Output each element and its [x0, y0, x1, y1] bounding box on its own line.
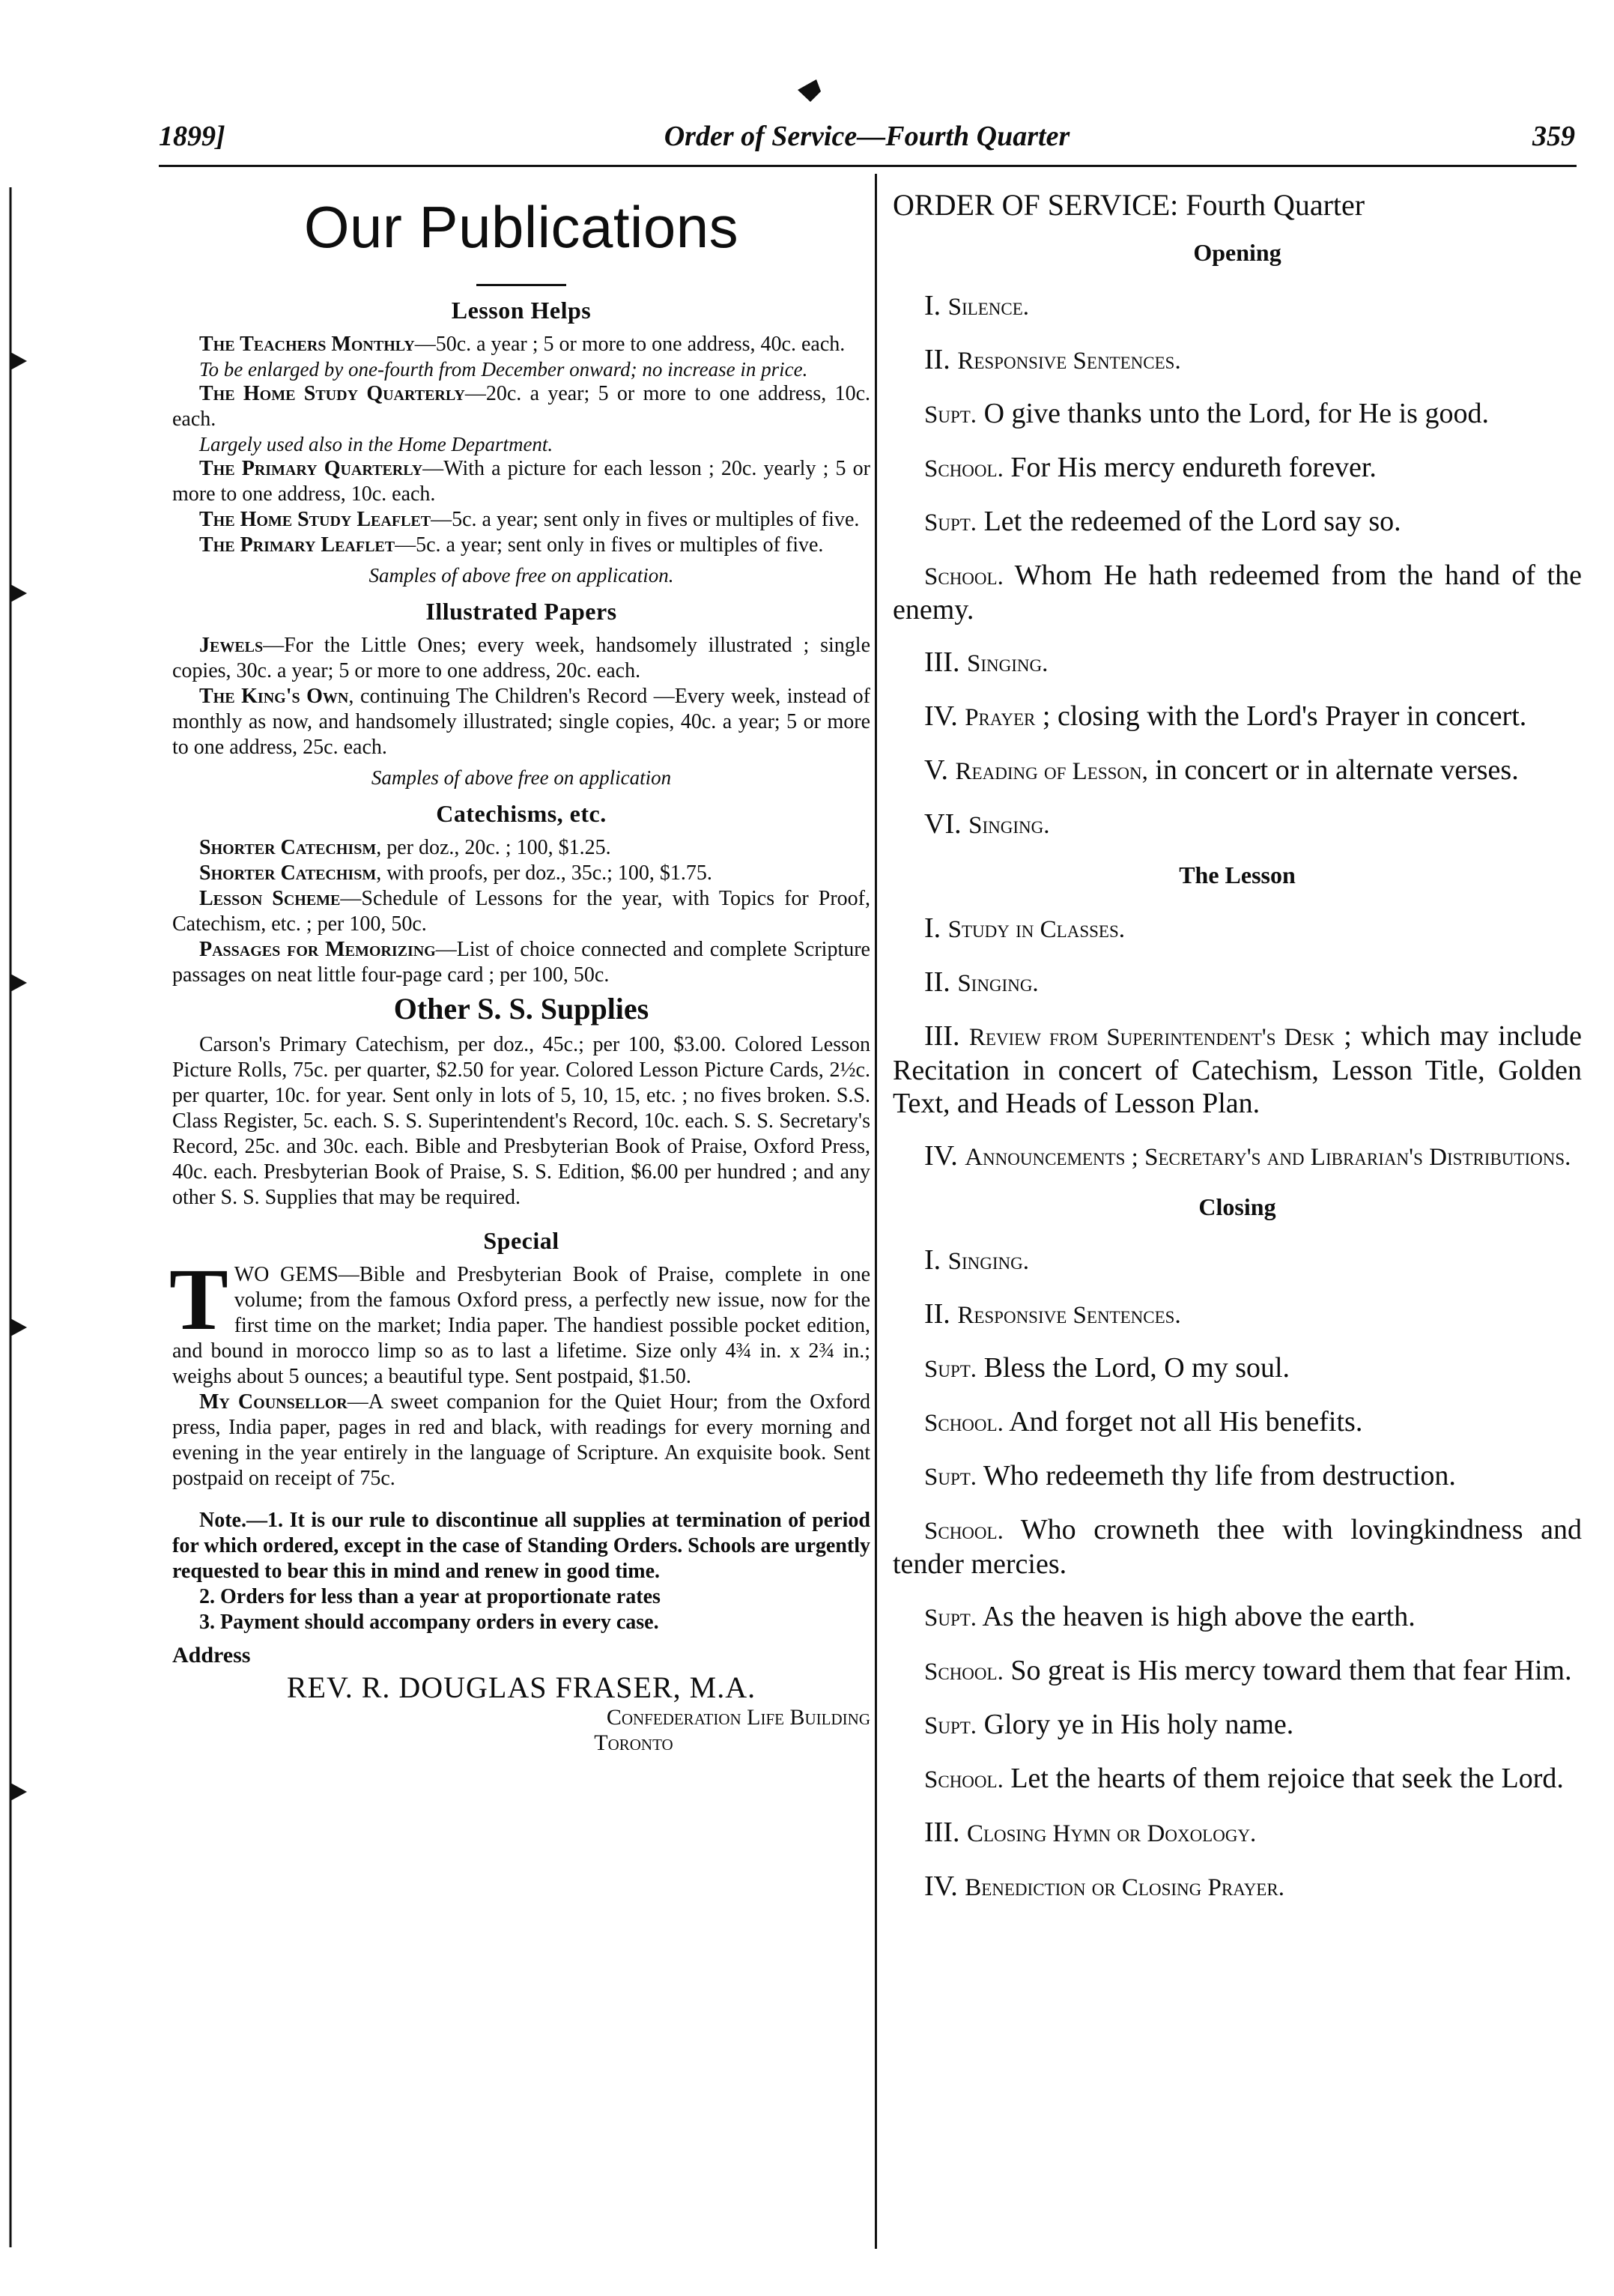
responsive-line: School. For His mercy endureth forever.	[924, 452, 1377, 483]
lesson-item: II. Singing.	[924, 966, 1039, 998]
opening-heading: Opening	[1193, 239, 1281, 266]
drop-cap: T	[169, 1250, 228, 1348]
opening-item: V. Reading of Lesson, in concert or in alternate verses.	[924, 754, 1519, 786]
responsive-line: Supt. Let the redeemed of the Lord say so.	[924, 506, 1401, 537]
note-2: 2. Orders for less than a year at proportionate rates	[199, 1585, 661, 1608]
opening-item: IV. Prayer ; closing with the Lord's Prayer in concert.	[924, 700, 1527, 732]
responsive-line: Supt. Glory ye in His holy name.	[924, 1709, 1294, 1740]
my-counsellor-text: My Counsellor—A sweet companion for the Quiet Hour; from the Oxford press, India paper, pages in red and black, with readings for every morning and evening in the year entirely in the language of Scripture. An exquisite book. Sent postpaid on receipt of 75c.	[172, 1390, 871, 1490]
closing-item: II. Responsive Sentences.	[924, 1298, 1181, 1330]
opening-item: II. Responsive Sentences.	[924, 344, 1181, 375]
lesson-item: IV. Announcements ; Secretary's and Librarian's Distributions.	[924, 1140, 1571, 1172]
entry-lesson-scheme: Lesson Scheme—Schedule of Lessons for the year, with Topics for Proof, Catechism, etc. ; per 100, 50c.	[172, 887, 870, 936]
closing-heading: Closing	[1198, 1193, 1276, 1220]
responsive-line: School. Who crowneth thee with lovingkindness and tender mercies.	[893, 1514, 1582, 1580]
running-head	[159, 120, 1575, 165]
entry-teachers-monthly: The Teachers Monthly—50c. a year ; 5 or more to one address, 40c. each.	[199, 333, 846, 356]
two-gems-text: TWO GEMS—Bible and Presbyterian Book of Praise, complete in one volume; from the famous Oxford press, a perfectly new issue, now for the first time on the market; India paper. The handiest possible pocket edition, and bound in morocco limp so as to last a lifetime. Size only 4¾ in. x 2¾ in.; weighs about 5 ounces; a beautiful type. Sent postpaid, $1.50.	[169, 1250, 870, 1388]
right-column	[893, 187, 1582, 1924]
address-name: REV. R. DOUGLAS FRASER, M.A.	[286, 1670, 756, 1704]
page-number: 359	[1532, 121, 1575, 152]
ink-blot-top	[794, 75, 824, 105]
closing-item: IV. Benediction or Closing Prayer.	[924, 1871, 1284, 1902]
margin-bracket-mark	[0, 165, 30, 2262]
entry-home-study-quarterly: The Home Study Quarterly—20c. a year; 5 or more to one address, 10c. each.	[172, 382, 870, 431]
responsive-line: School. And forget not all His benefits.	[924, 1406, 1363, 1438]
other-supplies-heading: Other S. S. Supplies	[393, 992, 649, 1026]
other-supplies-text: Carson's Primary Catechism, per doz., 45c.; per 100, $3.00. Colored Lesson Picture Rolls, 75c. per quarter, $2.50 for year. Colored Lesson Picture Cards, 2½c. per quarter, 10c. for year. Sent only in lots of 5, 10, 15, etc. ; no fives broken. S.S. Class Register, 5c. each. S. S. Superintendent's Record, 10c. each. S. S. Secretary's Record, 25c. and 30c. each. Bible and Presbyterian Book of Praise, Oxford Press, 40c. each. Presbyterian Book of Praise, S. S. Edition, $6.00 per hundred ; and any other S. S. Supplies that may be required.	[172, 1033, 870, 1209]
lesson-helps-heading: Lesson Helps	[451, 297, 592, 324]
lesson-heading: The Lesson	[1179, 861, 1296, 888]
opening-item: VI. Singing.	[924, 808, 1050, 840]
entry-shorter-catechism: Shorter Catechism, per doz., 20c. ; 100, $1.25.	[199, 836, 611, 859]
opening-item: I. Silence.	[924, 290, 1030, 321]
column-divider	[875, 174, 877, 2249]
publications-title: Our Publications	[303, 194, 739, 260]
responsive-line: Supt. O give thanks unto the Lord, for He is good.	[924, 398, 1489, 429]
title-rule	[476, 284, 566, 286]
entry-primary-quarterly: The Primary Quarterly—With a picture for each lesson ; 20c. yearly ; 5 or more to one address, 10c. each.	[172, 457, 870, 506]
responsive-line: Supt. Bless the Lord, O my soul.	[924, 1352, 1290, 1384]
header-year: 1899]	[159, 121, 225, 152]
catechisms-heading: Catechisms, etc.	[436, 800, 607, 827]
illustrated-papers-heading: Illustrated Papers	[425, 598, 617, 625]
lesson-item: III. Review from Superintendent's Desk ; which may include Recitation in concert of Catechism, Lesson Title, Golden Text, and Heads of Lesson Plan.	[893, 1020, 1582, 1119]
header-rule	[159, 165, 1577, 167]
note-enlarged: To be enlarged by one-fourth from December onward; no increase in price.	[199, 358, 808, 381]
responsive-line: School. Whom He hath redeemed from the hand of the enemy.	[893, 560, 1582, 626]
entry-kings-own: The King's Own, continuing The Children's Record —Every week, instead of monthly as now, and handsomely illustrated; single copies, 40c. a year; 5 or more to one address, 25c. each.	[172, 685, 871, 759]
entry-passages-memorizing: Passages for Memorizing—List of choice connected and complete Scripture passages on neat little four-page card ; per 100, 50c.	[172, 938, 870, 987]
opening-item: III. Singing.	[924, 646, 1049, 678]
special-heading: Special	[483, 1227, 559, 1254]
samples-note-1: Samples of above free on application.	[368, 564, 674, 587]
entry-jewels: Jewels—For the Little Ones; every week, handsomely illustrated ; single copies, 30c. a year; 5 or more to one address, 20c. each.	[172, 634, 870, 682]
closing-item: III. Closing Hymn or Doxology.	[924, 1817, 1257, 1848]
left-column	[169, 180, 871, 1756]
address-building: Confederation Life Building	[606, 1705, 870, 1730]
samples-note-2: Samples of above free on application	[371, 766, 672, 789]
lesson-item: I. Study in Classes.	[924, 912, 1126, 944]
entry-shorter-catechism-proofs: Shorter Catechism, with proofs, per doz., 35c.; 100, $1.75.	[199, 861, 712, 885]
address-label: Address	[172, 1643, 251, 1668]
address-city: Toronto	[594, 1730, 673, 1755]
notes-block	[172, 1508, 870, 1635]
responsive-line: School. Let the hearts of them rejoice that seek the Lord.	[924, 1763, 1564, 1794]
note-home-department: Largely used also in the Home Department.	[199, 433, 553, 455]
responsive-line: Supt. As the heaven is high above the earth.	[924, 1601, 1416, 1632]
order-of-service-title: ORDER OF SERVICE: Fourth Quarter	[893, 188, 1365, 222]
closing-item: I. Singing.	[924, 1244, 1030, 1276]
entry-home-study-leaflet: The Home Study Leaflet—5c. a year; sent only in fives or multiples of five.	[199, 508, 860, 531]
entry-primary-leaflet: The Primary Leaflet—5c. a year; sent only in fives or multiples of five.	[199, 533, 824, 557]
note-3: 3. Payment should accompany orders in every case.	[199, 1611, 659, 1634]
responsive-line: School. So great is His mercy toward them that fear Him.	[924, 1655, 1572, 1686]
note-1: Note.—1. It is our rule to discontinue all supplies at termination of period for which ordered, except in the case of Standing Orders. Schools are urgently requested to bear this in mind and renew in good time.	[172, 1509, 870, 1583]
responsive-line: Supt. Who redeemeth thy life from destruction.	[924, 1460, 1456, 1491]
header-title: Order of Service—Fourth Quarter	[664, 121, 1070, 152]
